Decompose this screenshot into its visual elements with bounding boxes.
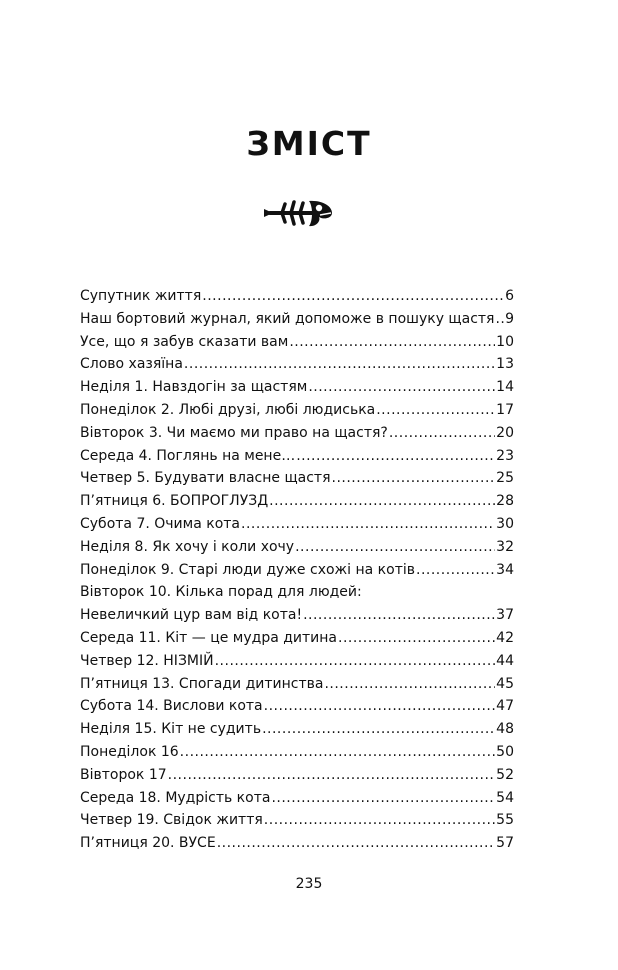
toc-leader-dots xyxy=(296,445,495,468)
toc-entry-page: 50 xyxy=(496,743,514,760)
toc-leader-dots xyxy=(215,650,496,673)
toc-leader-dots xyxy=(324,673,495,696)
toc-entry xyxy=(80,604,514,627)
toc-leader-dots xyxy=(168,764,496,787)
toc-entry xyxy=(80,513,514,536)
toc-entry xyxy=(80,353,514,376)
toc-entry-title: Неділя 15. Кіт не судить xyxy=(80,721,262,738)
toc-entry-page: 42 xyxy=(496,629,514,646)
table-of-contents xyxy=(80,285,514,855)
toc-leader-dots xyxy=(217,832,495,855)
toc-entry-title: Понеділок 16 xyxy=(80,743,179,760)
toc-entry-title: Понеділок 2. Любі друзі, любі людиська xyxy=(80,401,376,418)
toc-leader-dots xyxy=(264,809,495,832)
toc-leader-dots xyxy=(332,467,496,490)
toc-entry xyxy=(80,741,514,764)
toc-entry-page: 44 xyxy=(496,652,514,669)
toc-entry-title: Слово хазяїна xyxy=(80,356,183,373)
toc-entry-page: 37 xyxy=(496,607,514,624)
toc-entry xyxy=(80,536,514,559)
toc-entry xyxy=(80,399,514,422)
toc-leader-dots xyxy=(495,308,504,331)
toc-leader-dots xyxy=(376,399,495,422)
toc-entry-title: П’ятниця 20. ВУСЕ xyxy=(80,835,216,852)
toc-entry xyxy=(80,445,514,468)
toc-entry-page: 52 xyxy=(496,766,514,783)
toc-entry-page: 9 xyxy=(505,310,514,327)
toc-entry xyxy=(80,490,514,513)
toc-entry-page: 34 xyxy=(496,561,514,578)
toc-leader-dots xyxy=(289,331,495,354)
toc-entry-title: Субота 14. Вислови кота xyxy=(80,698,263,715)
toc-entry-title: П’ятниця 13. Спогади дитинства xyxy=(80,675,324,692)
toc-entry-title: Четвер 19. Свідок життя xyxy=(80,812,263,829)
toc-entry-title: П’ятниця 6. БОПРОГЛУЗД xyxy=(80,493,269,510)
toc-entry-title: Четвер 12. НІЗМІЙ xyxy=(80,652,214,669)
toc-entry xyxy=(80,627,514,650)
toc-entry-page: 45 xyxy=(496,675,514,692)
toc-entry xyxy=(80,376,514,399)
toc-entry-title: Супутник життя xyxy=(80,288,202,304)
toc-entry-page: 10 xyxy=(496,333,514,350)
toc-leader-dots xyxy=(184,353,495,376)
toc-entry-page: 25 xyxy=(496,470,514,487)
toc-leader-dots xyxy=(264,695,496,718)
toc-leader-dots xyxy=(303,604,495,627)
toc-entry-page: 55 xyxy=(496,812,514,829)
toc-entry xyxy=(80,809,514,832)
toc-entry xyxy=(80,718,514,741)
toc-entry-title: Вівторок 3. Чи маємо ми право на щастя? xyxy=(80,424,388,441)
toc-entry-page: 54 xyxy=(496,789,514,806)
toc-entry-title: Середа 4. Поглянь на мене… xyxy=(80,447,296,464)
toc-entry-title: Усе, що я забув сказати вам xyxy=(80,333,289,350)
toc-entry-title: Невеличкий цур вам від кота! xyxy=(80,607,303,624)
toc-entry-page: 47 xyxy=(496,698,514,715)
toc-entry-page: 57 xyxy=(496,835,514,852)
toc-leader-dots xyxy=(180,741,496,764)
toc-entry xyxy=(80,331,514,354)
toc-entry xyxy=(80,285,514,308)
toc-leader-dots xyxy=(389,422,495,445)
toc-entry xyxy=(80,764,514,787)
toc-leader-dots xyxy=(241,513,495,536)
toc-entry-title: Неділя 1. Навздогін за щастям xyxy=(80,379,308,396)
toc-entry-title: Неділя 8. Як хочу і коли хочу xyxy=(80,538,295,555)
toc-entry-title: Середа 18. Мудрість кота xyxy=(80,789,271,806)
toc-leader-dots xyxy=(262,718,495,741)
toc-entry xyxy=(80,467,514,490)
toc-entry-title: Середа 11. Кіт — це мудра дитина xyxy=(80,629,337,646)
toc-entry-page: 13 xyxy=(496,356,514,373)
toc-entry-heading-line xyxy=(80,581,514,604)
toc-entry-page: 30 xyxy=(496,515,514,532)
toc-leader-dots xyxy=(271,787,495,810)
toc-entry-page: 14 xyxy=(496,379,514,396)
toc-entry-page: 48 xyxy=(496,721,514,738)
toc-entry-page: 6 xyxy=(505,288,514,304)
toc-entry xyxy=(80,559,514,582)
toc-leader-dots xyxy=(308,376,495,399)
toc-entry-title: Вівторок 17 xyxy=(80,766,167,783)
toc-entry-page: 20 xyxy=(496,424,514,441)
page-title: ЗМІСТ xyxy=(246,124,372,163)
toc-leader-dots xyxy=(416,559,495,582)
toc-entry-title: Понеділок 9. Старі люди дуже схожі на котів xyxy=(80,561,415,578)
page-number: 235 xyxy=(295,876,323,892)
toc-entry xyxy=(80,650,514,673)
toc-entry-title: Вівторок 10. Кілька порад для людей: xyxy=(80,584,362,601)
toc-entry xyxy=(80,832,514,855)
toc-leader-dots xyxy=(269,490,495,513)
toc-leader-dots xyxy=(202,285,504,308)
toc-entry-page: 32 xyxy=(496,538,514,555)
toc-entry-title: Субота 7. Очима кота xyxy=(80,515,240,532)
toc-leader-dots xyxy=(338,627,495,650)
toc-entry xyxy=(80,787,514,810)
toc-entry-title: Наш бортовий журнал, який допоможе в пошуку щастя xyxy=(80,310,495,327)
toc-entry-page: 23 xyxy=(496,447,514,464)
toc-entry xyxy=(80,422,514,445)
toc-entry xyxy=(80,673,514,696)
toc-entry-page: 17 xyxy=(496,401,514,418)
fish-skeleton-icon xyxy=(262,196,334,230)
toc-entry-page: 28 xyxy=(496,493,514,510)
toc-leader-dots xyxy=(295,536,495,559)
toc-entry-title: Четвер 5. Будувати власне щастя xyxy=(80,470,331,487)
toc-entry xyxy=(80,695,514,718)
toc-entry xyxy=(80,308,514,331)
